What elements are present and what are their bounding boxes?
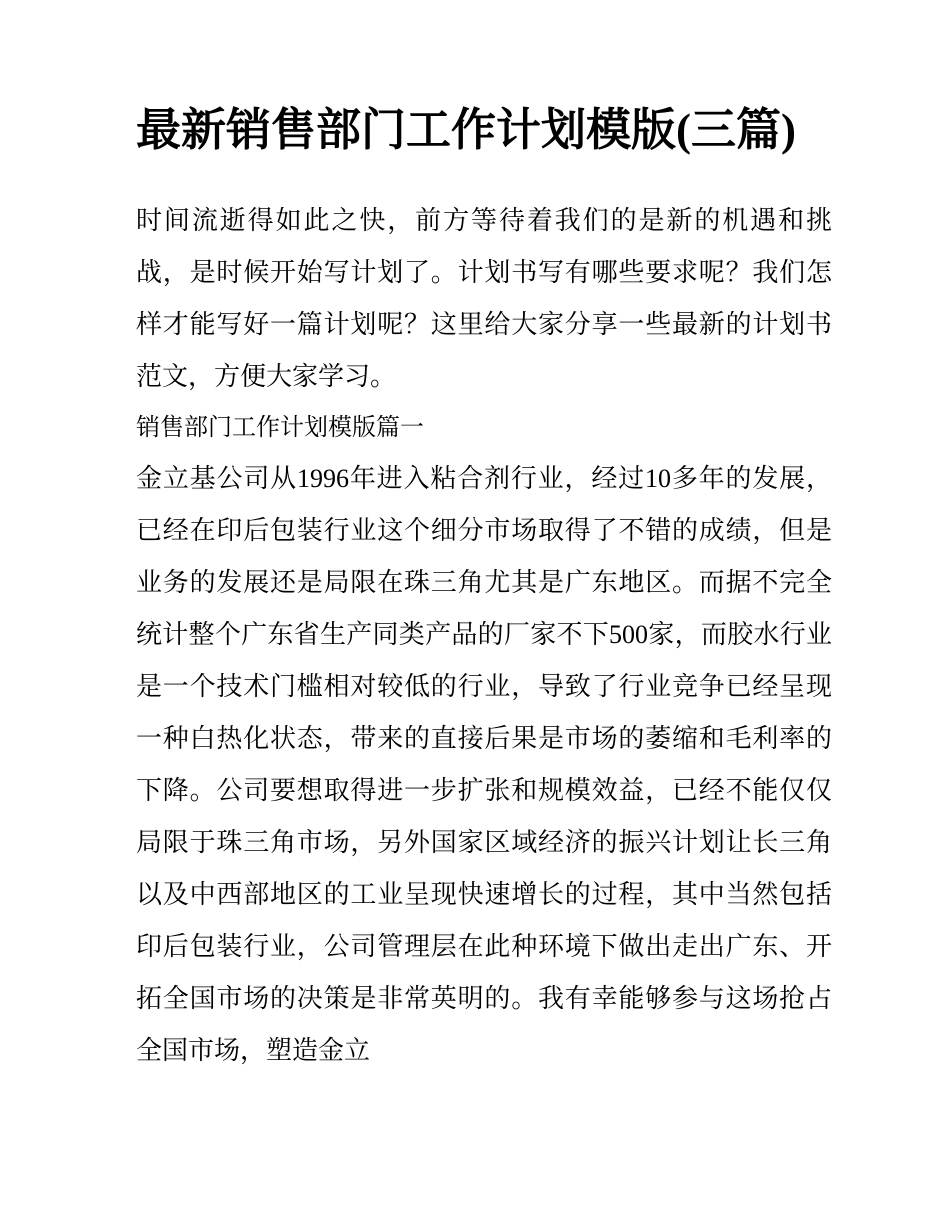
paragraph-intro: 时间流逝得如此之快，前方等待着我们的是新的机遇和挑战，是时候开始写计划了。计划书写有哪些要求呢？我们怎样才能写好一篇计划呢？这里给大家分享一些最新的计划书范文，方便大家学习。: [136, 206, 832, 392]
page-title: 最新销售部门工作计划模版(三篇): [136, 105, 796, 155]
section-heading: 销售部门工作计划模版篇一: [136, 415, 424, 442]
paragraph-body-1: 金立基公司从1996年进入粘合剂行业，经过10多年的发展，已经在印后包装行业这个细分市场取得了不错的成绩，但是业务的发展还是局限在珠三角尤其是广东地区。而据不完全统计整个广东省生产同类产品的厂家不下500家，而胶水行业是一个技术门槛相对较低的行业，导致了行业竞争已经呈现一种白热化状态，带来的直接后果是市场的萎缩和毛利率的下降。公司要想取得进一步扩张和规模效益，已经不能仅仅局限于珠三角市场，另外国家区域经济的振兴计划让长三角以及中西部地区的工业呈现快速增长的过程，其中当然包括印后包装行业，公司管理层在此种环境下做出走出广东、开拓全国市场的决策是非常英明的。我有幸能够参与这场抢占全国市场，塑造金立: [136, 464, 832, 1066]
